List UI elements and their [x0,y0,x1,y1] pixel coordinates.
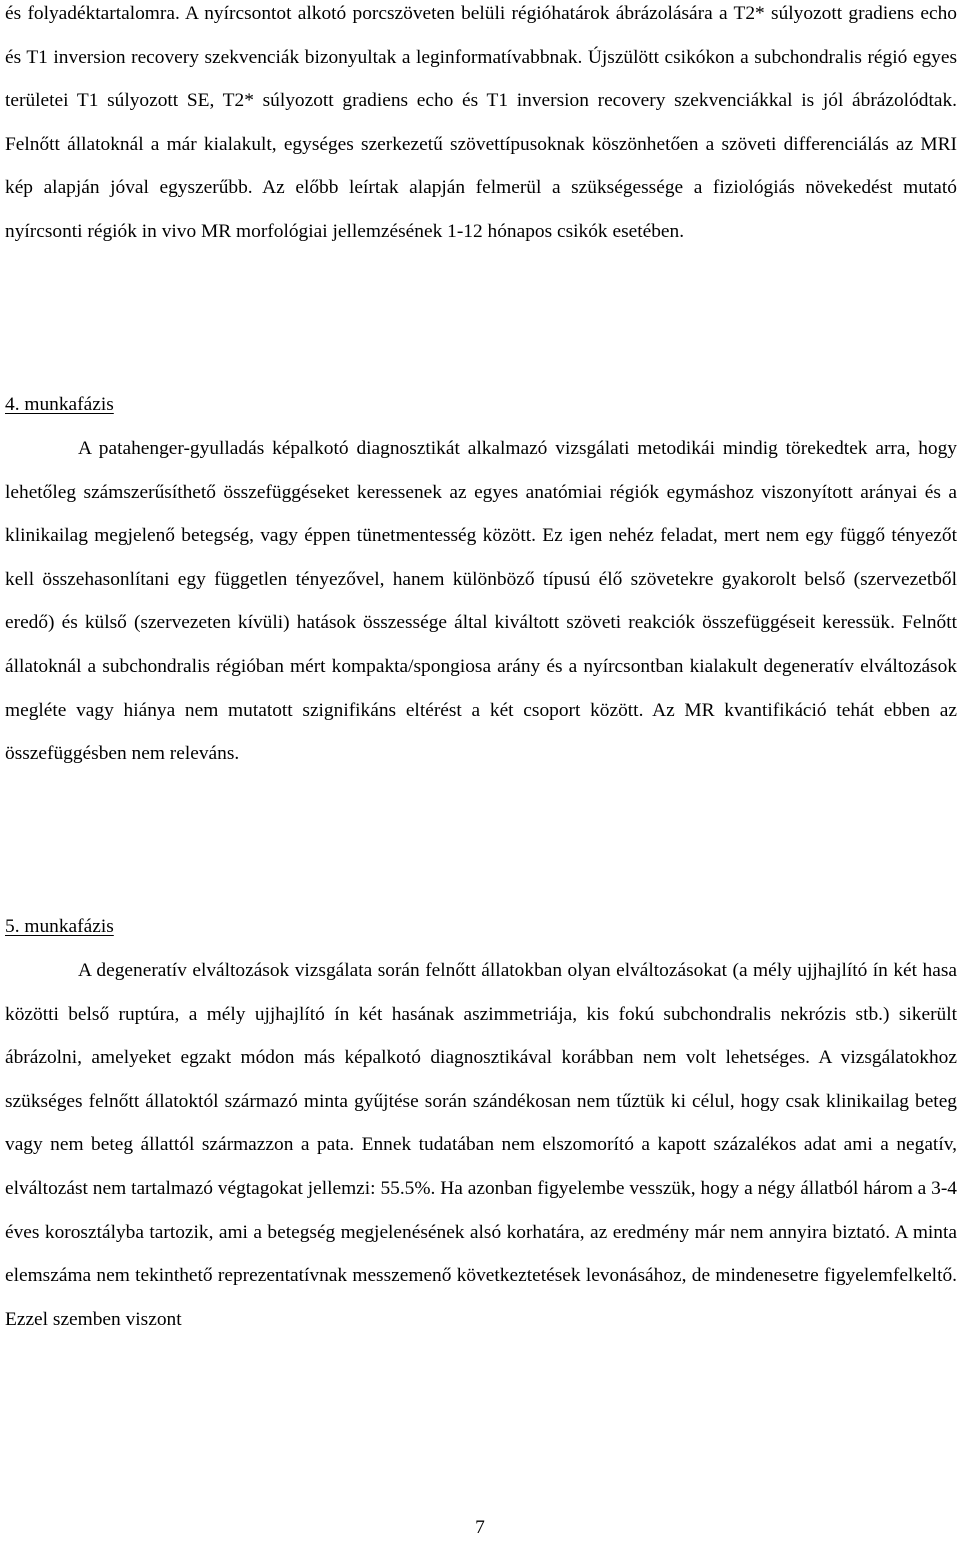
section-heading-5: 5. munkafázis [5,916,114,937]
section-heading-4: 4. munkafázis [5,394,114,415]
paragraph-intro: és folyadéktartalomra. A nyírcsontot alkotó porcszöveten belüli régióhatárok ábrázolására a T2* súlyozott gradiens echo és T1 inversion recovery szekvenciák bizonyultak a leginformatívabbnak. Újszülött csikókon a subchondralis régió egyes területei T1 súlyozott SE, T2* súlyozott gradiens echo és T1 inversion recovery szekvenciákkal is jól ábrázolódtak. Felnőtt állatoknál a már kialakult, egységes szerkezetű szövettípusoknak köszönhetően a szöveti differenciálás az MRI kép alapján jóval egyszerűbb. Az előbb leírtak alapján felmerül a szükségessége a fiziológiás növekedést mutató nyírcsonti régiók in vivo MR morfológiai jellemzésének 1-12 hónapos csikók esetében. [5,3,957,242]
paragraph-section-4: A patahenger-gyulladás képalkotó diagnosztikát alkalmazó vizsgálati metodikái mindig törekedtek arra, hogy lehetőleg számszerűsíthető összefüggéseket keressenek az egyes anatómiai régiók egymáshoz viszonyított arányai és a klinikailag megjelenő betegség, vagy éppen tünetmentesség között. Ez igen nehéz feladat, mert nem egy függő tényezőt kell összehasonlítani egy független tényezővel, hanem különböző típusú élő szövetekre gyakorolt belső (szervezetből eredő) és külső (szervezeten kívüli) hatások összessége által kiváltott szöveti reakciók összefüggéseit keressük. Felnőtt állatoknál a subchondralis régióban mért kompakta/spongiosa arány és a nyírcsontban kialakult degeneratív elváltozások megléte vagy hiánya nem mutatott szignifikáns eltérést a két csoport között. Az MR kvantifikáció tehát ebben az összefüggésben nem releváns. [5,438,957,765]
paragraph-section-5: A degeneratív elváltozások vizsgálata során felnőtt állatokban olyan elváltozásokat (a mély ujjhajlító ín két hasa közötti belső ruptúra, a mély ujjhajlító ín két hasának aszimmetriája, kis fokú subchondralis nekrózis stb.) sikerült ábrázolni, amelyeket egzakt módon más képalkotó diagnosztikával korábban nem volt lehetséges. A vizsgálatokhoz szükséges felnőtt állatoktól származó minta gyűjtése során szándékosan nem tűztük ki célul, hogy csak klinikailag beteg vagy nem beteg állattól származzon a pata. Ennek tudatában nem elszomorító a kapott százalékos adat ami a negatív, elváltozást nem tartalmazó végtagokat jellemzi: 55.5%. Ha azonban figyelembe vesszük, hogy a négy állatból három a 3-4 éves korosztályba tartozik, ami a betegség megjelenésének alsó korhatára, az eredmény már nem annyira biztató. A minta elemszáma nem tekinthető reprezentatívnak messzemenő következtetések levonásához, de mindenesetre figyelemfelkeltő. Ezzel szemben viszont [5,960,957,1330]
page-number: 7 [475,1517,485,1538]
